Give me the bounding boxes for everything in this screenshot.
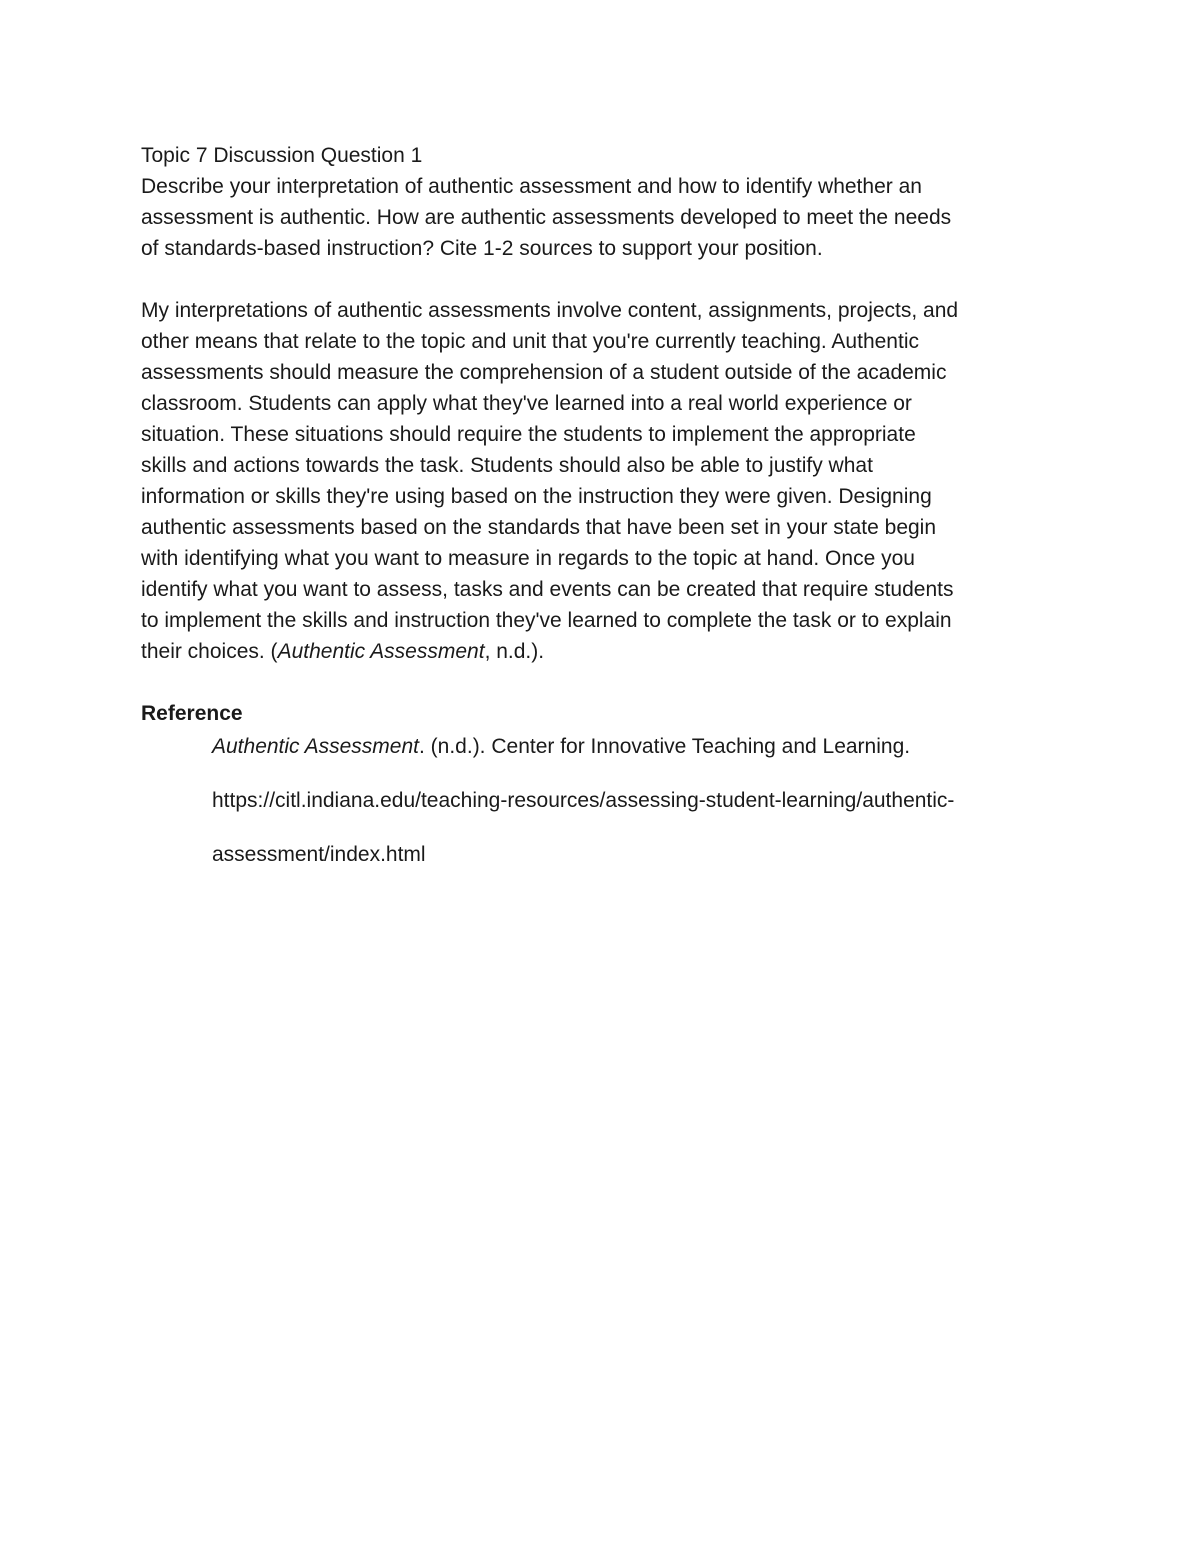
response-line: situation. These situations should require the students to implement the appropriate [141, 423, 916, 446]
prompt-line: Describe your interpretation of authentic assessment and how to identify whether an [141, 175, 922, 198]
reference-entry [212, 731, 1112, 870]
response-line: skills and actions towards the task. Students should also be able to justify what [141, 454, 873, 477]
response-line: authentic assessments based on the standards that have been set in your state begin [141, 516, 937, 539]
prompt-line: assessment is authentic. How are authentic assessments developed to meet the needs [141, 206, 952, 229]
citation-suffix: , n.d.). [484, 640, 545, 663]
reference-citation [212, 731, 1112, 762]
reference-url-line-1: https://citl.indiana.edu/teaching-resources/assessing-student-learning/authentic- [212, 789, 955, 812]
response-line: other means that relate to the topic and unit that you're currently teaching. Authentic [141, 330, 919, 353]
response-line: assessments should measure the comprehension of a student outside of the academic [141, 361, 947, 384]
response-line: with identifying what you want to measure in regards to the topic at hand. Once you [141, 547, 915, 570]
document-title: Topic 7 Discussion Question 1 [141, 144, 423, 167]
response-line: classroom. Students can apply what they've learned into a real world experience or [141, 392, 912, 415]
reference-url-line-2: assessment/index.html [212, 843, 426, 866]
document-body [141, 140, 1066, 729]
paragraph-gap [141, 264, 1066, 295]
response-line: identify what you want to assess, tasks and events can be created that require students [141, 578, 954, 601]
response-line: to implement the skills and instruction they've learned to complete the task or to explain [141, 609, 952, 632]
reference-title: Authentic Assessment [212, 735, 419, 758]
reference-source: . (n.d.). Center for Innovative Teaching and Learning. [419, 735, 911, 758]
response-last-line [141, 636, 1066, 667]
reference-heading: Reference [141, 702, 243, 725]
prompt-line: of standards-based instruction? Cite 1-2 sources to support your position. [141, 237, 823, 260]
citation-title: Authentic Assessment [277, 640, 485, 663]
citation-prefix: their choices. ( [141, 640, 278, 663]
response-line: information or skills they're using based on the instruction they were given. Designing [141, 485, 932, 508]
response-line: My interpretations of authentic assessments involve content, assignments, projects, and [141, 299, 959, 322]
